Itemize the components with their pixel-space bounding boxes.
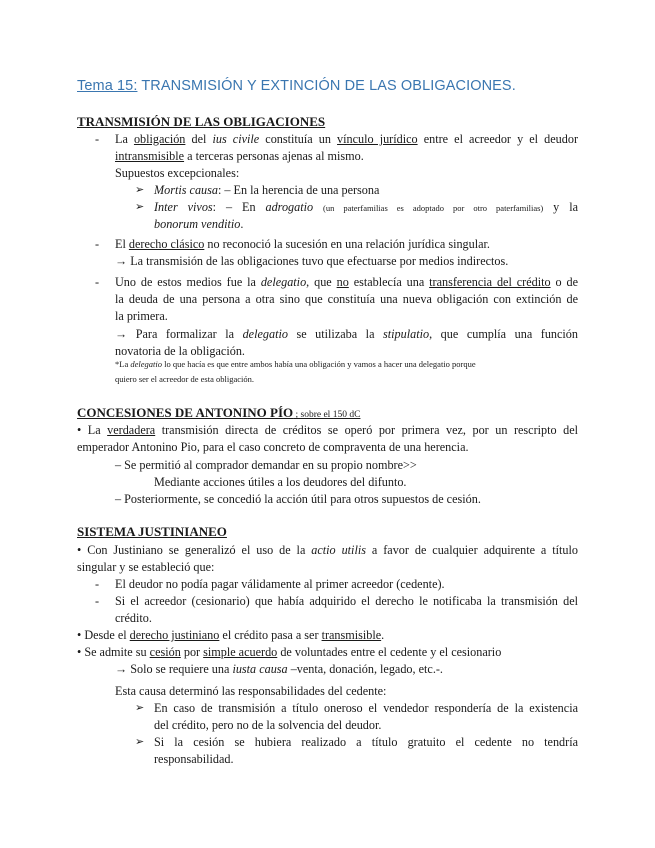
list-item-continuation: bonorum venditio.: [154, 217, 244, 231]
list-item: Mortis causa: – En la herencia de una persona: [154, 183, 380, 197]
paragraph-line: la primera.: [115, 309, 168, 323]
list-item: El deudor no podía pagar válidamente al primer acreedor (cedente).: [115, 577, 445, 591]
bullet-dash: -: [95, 577, 100, 591]
indented-line: Mediante acciones útiles a los deudores del difunto.: [154, 475, 407, 489]
footnote-line: quiero ser el acreedor de esta obligación.: [115, 374, 255, 384]
paragraph-line: • Con Justiniano se generalizó el uso de la actio utilis a favor de cualquier adquirente a título: [77, 543, 578, 557]
paragraph-line: singular y se estableció que:: [77, 560, 215, 574]
arrow-line: → La transmisión de las obligaciones tuvo que efectuarse por medios indirectos.: [115, 254, 509, 268]
dash-line: – Se permitió al comprador demandar en su propio nombre>>: [115, 458, 417, 472]
section-heading-justinianeo: SISTEMA JUSTINIANEO: [77, 524, 227, 539]
arrowhead-bullet-icon: ➢: [135, 201, 145, 213]
subheading-supuestos: Supuestos excepcionales:: [115, 166, 240, 180]
paragraph-line: Esta causa determinó las responsabilidades del cedente:: [115, 684, 387, 698]
paragraph-line: • Se admite su cesión por simple acuerdo de voluntades entre el cedente y el cesionario: [77, 645, 502, 659]
bullet-dash: -: [95, 594, 100, 608]
paragraph-line: • Desde el derecho justiniano el crédito pasa a ser transmisible.: [77, 628, 385, 642]
list-item: En caso de transmisión a título oneroso el vendedor respondería de la existencia: [154, 701, 578, 715]
paragraph-line: El derecho clásico no reconoció la sucesión en una relación jurídica singular.: [115, 237, 490, 251]
list-item: Inter vivos: – En adrogatio (un paterfamilias es adoptado por otro paterfamilias) y la: [154, 200, 578, 214]
page-title: [77, 78, 516, 94]
list-item-continuation: crédito.: [115, 611, 152, 625]
title-label: Tema 15:: [77, 78, 138, 94]
paragraph-line: la deuda de una persona a otra sino que constituía una nueva obligación con extinción de: [115, 292, 578, 306]
bullet-dash: -: [95, 237, 100, 251]
arrow-line: novatoria de la obligación.: [115, 344, 245, 358]
paragraph-line: emperador Antonino Pio, para el caso concreto de compraventa de una herencia.: [77, 440, 469, 454]
dash-line: – Posteriormente, se concedió la acción útil para otros supuestos de cesión.: [115, 492, 481, 506]
arrowhead-bullet-icon: ➢: [135, 702, 145, 714]
section-heading-antonino: CONCESIONES DE ANTONINO PÍO ; sobre el 150 dC: [77, 405, 361, 420]
paragraph-line: intransmisible a terceras personas ajenas al mismo.: [115, 149, 364, 163]
paragraph-line: La obligación del ius civile constituía un vínculo jurídico entre el acreedor y el deudor: [115, 132, 578, 146]
title-text: TRANSMISIÓN Y EXTINCIÓN DE LAS OBLIGACIONES.: [141, 78, 516, 94]
list-item: Si el acreedor (cesionario) que había adquirido el derecho le notificaba la transmisión del: [115, 594, 578, 608]
list-item: Si la cesión se hubiera realizado a título gratuito el cedente no tendría: [154, 735, 578, 749]
arrowhead-bullet-icon: ➢: [135, 736, 145, 748]
arrow-line: → Solo se requiere una iusta causa –venta, donación, legado, etc.-.: [115, 662, 443, 676]
list-item-continuation: del crédito, pero no de la solvencia del deudor.: [154, 718, 382, 732]
paragraph-line: Uno de estos medios fue la delegatio, que no establecía una transferencia del crédito o de: [115, 275, 578, 289]
section-heading-transmision: TRANSMISIÓN DE LAS OBLIGACIONES: [77, 114, 326, 129]
bullet-dash: -: [95, 132, 100, 146]
paragraph-line: • La verdadera transmisión directa de créditos se operó por primera vez, por un rescripto del: [77, 423, 578, 437]
list-item-continuation: responsabilidad.: [154, 752, 234, 766]
arrowhead-bullet-icon: ➢: [135, 184, 145, 196]
footnote-line: *La delegatio lo que hacía es que entre ambos había una obligación y vamos a hacer una delegatio porque: [115, 359, 476, 369]
arrow-line: → Para formalizar la delegatio se utilizaba la stipulatio, que cumplía una función: [115, 327, 578, 341]
bullet-dash: -: [95, 275, 100, 289]
